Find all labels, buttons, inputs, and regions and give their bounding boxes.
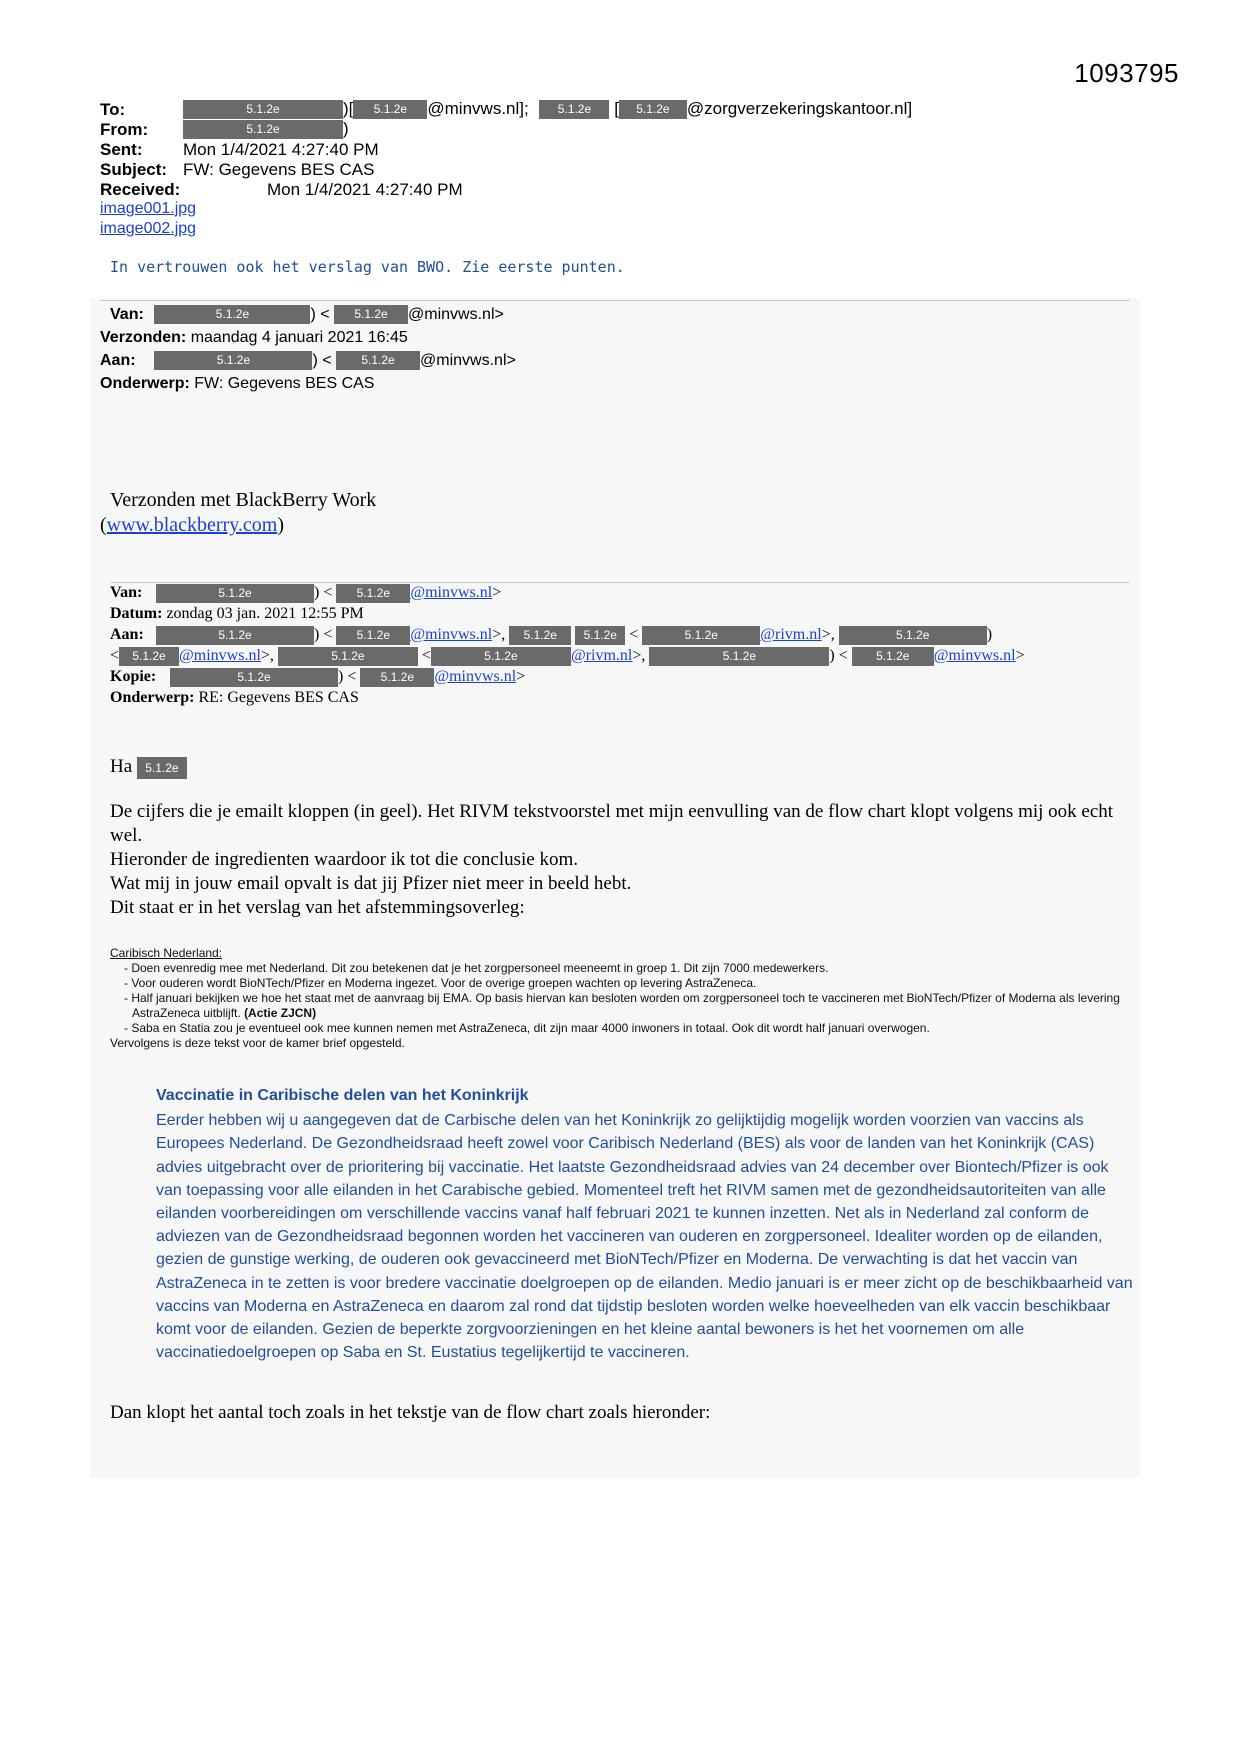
divider bbox=[100, 300, 1130, 301]
redaction: 5.1.2e bbox=[619, 100, 687, 119]
redaction: 5.1.2e bbox=[154, 351, 312, 370]
closing-line: Dan klopt het aantal toch zoals in het tekstje van de flow chart zoals hieronder: bbox=[110, 1402, 711, 1423]
minutes-item-text: Half januari bekijken we hoe het staat met de aanvraag bij EMA. Op basis hiervan kan besloten worden om zorgpersoneel toch te vaccineren met BioNTech/Pfizer of Moderna als levering AstraZeneca uitblijft. bbox=[131, 991, 1120, 1020]
redaction: 5.1.2e bbox=[539, 100, 609, 119]
onderwerp-label: Onderwerp: bbox=[110, 689, 195, 706]
kopie-label: Kopie: bbox=[110, 668, 157, 685]
datum-value: zondag 03 jan. 2021 12:55 PM bbox=[166, 605, 364, 622]
to-domain-2: @zorgverzekeringskantoor.nl] bbox=[686, 99, 913, 118]
received-value: Mon 1/4/2021 4:27:40 PM bbox=[267, 180, 463, 199]
minutes-item bbox=[132, 991, 1120, 1021]
redaction: 5.1.2e bbox=[431, 647, 571, 666]
redaction: 5.1.2e bbox=[154, 305, 310, 324]
blackberry-signature bbox=[100, 488, 377, 538]
message-body bbox=[110, 800, 1120, 920]
bracket: > bbox=[1015, 647, 1025, 664]
from-label: From: bbox=[100, 120, 149, 139]
datum-label: Datum: bbox=[110, 605, 163, 622]
bracket: >, bbox=[260, 647, 274, 664]
email-domain-link[interactable]: @minvws.nl bbox=[933, 647, 1016, 664]
redaction: 5.1.2e bbox=[156, 584, 314, 603]
sent-value: Mon 1/4/2021 4:27:40 PM bbox=[183, 140, 379, 159]
minutes-item-text: Saba en Statia zou je eventueel ook mee kunnen nemen met AstraZeneca, dit zijn maar 4000 inwoners in totaal. Ook dit wordt half januari overwogen. bbox=[131, 1021, 930, 1035]
redaction: 5.1.2e bbox=[183, 120, 343, 139]
bracket: ) bbox=[986, 626, 993, 643]
greeting-text: Ha bbox=[110, 756, 133, 777]
aan-separator: ) < bbox=[312, 352, 332, 369]
received-label: Received: bbox=[100, 180, 181, 199]
action-tag: (Actie ZJCN) bbox=[244, 1006, 317, 1020]
body-paragraph: Hieronder de ingredienten waardoor ik tot die conclusie kom. bbox=[110, 849, 578, 870]
body-paragraph: De cijfers die je emailt kloppen (in geel). Het RIVM tekstvoorstel met mijn eenvulling van de flow chart klopt volgens mij ook echt wel. bbox=[110, 801, 1114, 846]
van-domain: @minvws.nl> bbox=[408, 306, 504, 323]
van-separator: ) < bbox=[310, 306, 330, 323]
minutes-item: - Voor ouderen wordt BioNTech/Pfizer en Moderna ingezet. Voor de overige groepen wachten op levering AstraZeneca. bbox=[132, 976, 1120, 991]
onderwerp-value: RE: Gegevens BES CAS bbox=[198, 689, 359, 706]
letter-paragraph: Eerder hebben wij u aangegeven dat de Carbische delen van het Koninkrijk zo gelijktijdig mogelijk worden voorzien van vaccins als Europees Nederland. De Gezondheidsraad heeft zowel voor Caribisch Nederland (BES) als voor de landen van het Koninkrijk (CAS) advies uitgebracht over de prioritering bij vaccinatie. Het laatste Gezondheidsraad advies van 24 december over Biontech/Pfizer is ook van toepassing voor alle eilanden in het Carabische gebied. Momenteel treft het RIVM samen met de gezondheidsautoriteiten van alle eilanden voorbereidingen om verschillende vaccins vanaf half februari 2021 te kunnen inzetten. Net als in Nederland zal conform de adviezen van de Gezondheidsraad begonnen worden het vaccineren van ouderen en zorgpersoneel. Idealiter worden op de eilanden, gezien de gunstige werking, de ouderen ook gevaccineerd met BioNTech/Pfizer en Moderna. De verwachting is dat het vaccin van AstraZeneca in te zetten is voor bredere vaccinatie doelgroepen op de eilanden. Medio januari is er meer zicht op de beschikbaarheid van vaccins van Moderna en AstraZeneca en daarom zal rond dat tijdstip besloten worden welke hoeveelheden van elk vaccin beschikbaar komt voor de eilanden. Gezien de beperkte zorgvoorzieningen en het kleine aantal bewoners is het het voornemen om alle vaccinatiedoelgroepen op Saba en St. Eustatius tegelijkertijd te vaccineren. bbox=[156, 1112, 1133, 1362]
to-domain-1: @minvws.nl]; bbox=[427, 99, 529, 118]
attachment-link[interactable]: image002.jpg bbox=[100, 220, 197, 237]
letter-text-block bbox=[156, 1084, 1136, 1364]
separator: ) < bbox=[314, 626, 333, 643]
separator: ) < bbox=[314, 584, 333, 601]
email-domain-link[interactable]: @rivm.nl bbox=[760, 626, 822, 643]
blackberry-link[interactable]: www.blackberry.com bbox=[106, 514, 278, 536]
subject-value: FW: Gegevens BES CAS bbox=[183, 160, 375, 179]
bracket: < bbox=[421, 647, 431, 664]
redaction: 5.1.2e bbox=[336, 626, 410, 645]
aan-domain: @minvws.nl> bbox=[420, 352, 516, 369]
redaction: 5.1.2e bbox=[137, 757, 187, 779]
bracket: < bbox=[110, 647, 120, 664]
greeting bbox=[110, 756, 187, 779]
redaction: 5.1.2e bbox=[156, 626, 314, 645]
bracket: >, bbox=[821, 626, 835, 643]
aan-label: Aan: bbox=[110, 626, 144, 643]
minutes-item: - Doen evenredig mee met Nederland. Dit zou betekenen dat je het zorgpersoneel meeneemt in groep 1. Dit zijn 7000 medewerkers. bbox=[132, 961, 1120, 976]
subject-label: Subject: bbox=[100, 160, 168, 179]
redaction: 5.1.2e bbox=[336, 351, 420, 370]
to-separator: )[ bbox=[343, 99, 354, 118]
minutes-title: Caribisch Nederland: bbox=[110, 946, 223, 960]
bracket: >, bbox=[632, 647, 646, 664]
email-domain-link[interactable]: @minvws.nl bbox=[410, 626, 493, 643]
blackberry-line: Verzonden met BlackBerry Work bbox=[110, 489, 377, 511]
meeting-minutes bbox=[110, 946, 1120, 1051]
paren-close: ) bbox=[277, 514, 285, 536]
redaction: 5.1.2e bbox=[642, 626, 760, 645]
separator: ) < bbox=[338, 668, 357, 685]
redaction: 5.1.2e bbox=[852, 647, 934, 666]
redaction: 5.1.2e bbox=[183, 100, 343, 119]
bracket: < bbox=[629, 626, 639, 643]
sent-label: Sent: bbox=[100, 140, 143, 159]
redaction: 5.1.2e bbox=[575, 626, 625, 645]
bracket: > bbox=[516, 668, 526, 685]
aan-label: Aan: bbox=[100, 352, 136, 369]
to-separator-2: [ bbox=[614, 99, 619, 118]
redaction: 5.1.2e bbox=[336, 584, 410, 603]
from-close: ) bbox=[343, 119, 349, 138]
verzonden-label: Verzonden: bbox=[100, 329, 187, 346]
bracket: >, bbox=[492, 626, 506, 643]
forward-note: In vertrouwen ook het verslag van BWO. Zie eerste punten. bbox=[110, 258, 625, 276]
redaction: 5.1.2e bbox=[334, 305, 408, 324]
separator: ) < bbox=[829, 647, 848, 664]
redaction: 5.1.2e bbox=[509, 626, 571, 645]
letter-heading: Vaccinatie in Caribische delen van het Koninkrijk bbox=[156, 1087, 529, 1104]
email-domain-link[interactable]: @rivm.nl bbox=[570, 647, 633, 664]
minutes-list bbox=[110, 961, 1120, 1021]
minutes-footer: Vervolgens is deze tekst voor de kamer brief opgesteld. bbox=[110, 1036, 405, 1050]
email-domain-link[interactable]: @minvws.nl bbox=[410, 584, 493, 601]
to-label: To: bbox=[100, 100, 126, 119]
redaction: 5.1.2e bbox=[353, 100, 427, 119]
paren-open: ( bbox=[100, 514, 107, 536]
redaction: 5.1.2e bbox=[839, 626, 987, 645]
bracket: > bbox=[492, 584, 502, 601]
email-domain-link[interactable]: @minvws.nl bbox=[179, 647, 261, 664]
verzonden-value: maandag 4 januari 2021 16:45 bbox=[190, 329, 408, 346]
redaction: 5.1.2e bbox=[278, 647, 418, 666]
attachment-link[interactable]: image001.jpg bbox=[100, 200, 197, 217]
redaction: 5.1.2e bbox=[649, 647, 829, 666]
minutes-item: - Saba en Statia zou je eventueel ook mee kunnen nemen met AstraZeneca, dit zijn maar 4000 inwoners in totaal. Ook dit wordt half januari overwogen. bbox=[124, 1021, 930, 1035]
body-paragraph: Dit staat er in het verslag van het afstemmingsoverleg: bbox=[110, 897, 525, 918]
redaction: 5.1.2e bbox=[170, 668, 338, 687]
van-label: Van: bbox=[110, 584, 143, 601]
email-domain-link[interactable]: @minvws.nl bbox=[434, 668, 517, 685]
onderwerp-value: FW: Gegevens BES CAS bbox=[194, 375, 375, 392]
document-id: 1093795 bbox=[1074, 58, 1179, 88]
body-paragraph: Wat mij in jouw email opvalt is dat jij Pfizer niet meer in beeld hebt. bbox=[110, 873, 632, 894]
van-label: Van: bbox=[110, 306, 144, 323]
onderwerp-label: Onderwerp: bbox=[100, 375, 190, 392]
redaction: 5.1.2e bbox=[360, 668, 434, 687]
redaction: 5.1.2e bbox=[119, 647, 179, 666]
